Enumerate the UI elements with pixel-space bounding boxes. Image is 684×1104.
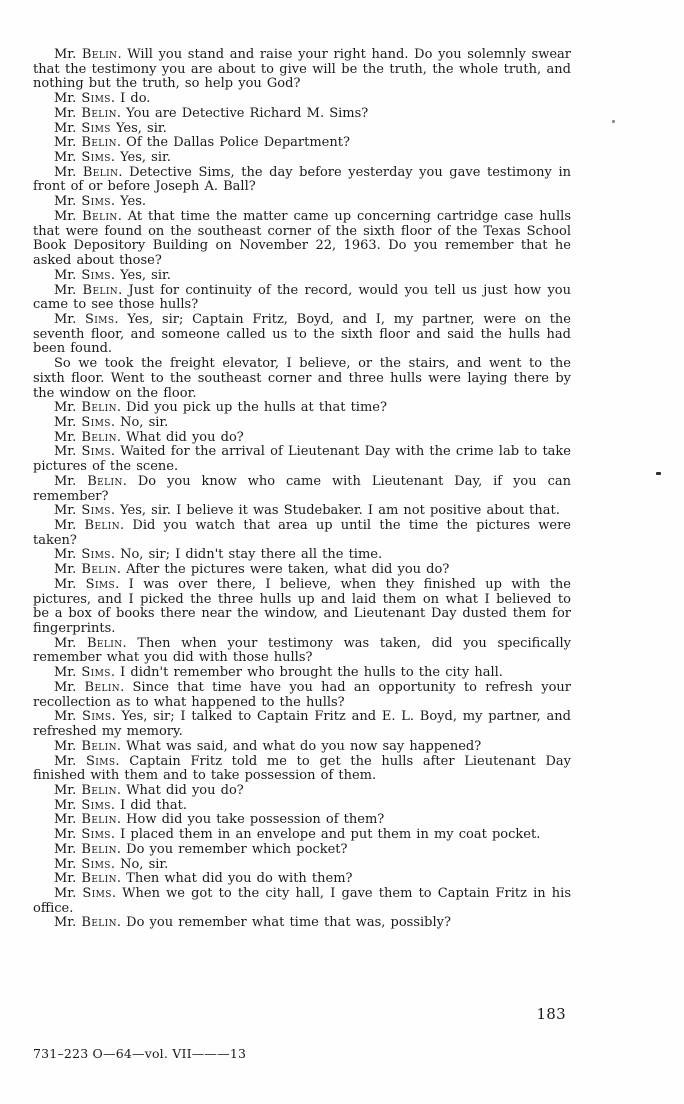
speaker-name: Mr. Sims. — [54, 150, 115, 166]
transcript-paragraph: Mr. Sims. I do. — [54, 91, 151, 107]
transcript-paragraph: Mr. Belin. Then when your testimony was taken, did you specifically remember what you did with those hulls? — [33, 635, 571, 666]
speaker-name: Mr. Sims. — [54, 665, 115, 681]
transcript-paragraph: Mr. Sims. Yes, sir; I talked to Captain Fritz and E. L. Boyd, my partner, and refreshed my memory. — [33, 709, 571, 740]
transcript-paragraph: Mr. Sims. Yes. — [54, 194, 147, 210]
transcript-paragraph: Mr. Sims. Yes, sir. — [54, 150, 171, 166]
transcript-paragraph: Mr. Sims. Captain Fritz told me to get the hulls after Lieutenant Day finished with them and to take possession of them. — [33, 753, 571, 784]
print-footer: 731–223 O—64—vol. VII———13 — [33, 1046, 247, 1061]
speaker-name: Mr. Belin. — [54, 679, 125, 695]
speaker-name: Mr. Sims. — [54, 414, 115, 430]
transcript-paragraph: Mr. Sims. Yes, sir. I believe it was Studebaker. I am not positive about that. — [54, 503, 560, 519]
speaker-name: Mr. Belin. — [54, 812, 122, 828]
speaker-name: Mr. Sims. — [54, 797, 115, 813]
transcript-paragraph: Mr. Belin. Do you remember which pocket? — [54, 841, 348, 857]
speaker-name: Mr. Sims. — [54, 885, 116, 901]
transcript-paragraph: Mr. Belin. Detective Sims, the day before yesterday you gave testimony in front of or before Joseph A. Ball? — [33, 164, 571, 195]
transcript-paragraph: Mr. Belin. Then what did you do with them? — [54, 871, 353, 887]
transcript-paragraph: Mr. Belin. Did you pick up the hulls at that time? — [54, 400, 387, 416]
speaker-name: Mr. Belin. — [54, 164, 123, 180]
speaker-name: Mr. Belin. — [54, 400, 122, 416]
speaker-name: Mr. Belin. — [54, 635, 127, 651]
transcript-paragraph: Mr. Belin. Do you know who came with Lieutenant Day, if you can remember? — [33, 473, 571, 504]
transcript-paragraph: Mr. Belin. At that time the matter came up concerning cartridge case hulls that were found on the southeast corner of the sixth floor of the Texas School Book Depository Building on November 22, 1963. Do you remember that he asked about those? — [33, 208, 571, 269]
speaker-name: Mr. Sims. — [54, 709, 116, 725]
transcript-paragraph: Mr. Sims Yes, sir. — [54, 120, 167, 136]
transcript-paragraph: Mr. Belin. What was said, and what do you now say happened? — [54, 738, 482, 754]
transcript-paragraph: So we took the freight elevator, I believe, or the stairs, and went to the sixth floor. Went to the southeast corner and three hulls were laying there by the window on the floor. — [33, 356, 571, 401]
speaker-name: Mr. Sims. — [54, 547, 115, 563]
speaker-name: Mr. Belin. — [54, 518, 125, 533]
speaker-name: Mr. Belin. — [54, 782, 122, 798]
transcript-paragraph: Mr. Belin. Since that time have you had an opportunity to refresh your recollection as to what happened to the hulls? — [33, 679, 571, 710]
scan-speck — [612, 120, 615, 123]
speaker-name: Mr. Sims. — [54, 267, 115, 283]
transcript-paragraph: Mr. Sims. I did that. — [54, 797, 188, 813]
transcript-paragraph: Mr. Belin. You are Detective Richard M. Sims? — [54, 105, 369, 121]
speaker-name: Mr. Sims — [54, 120, 111, 136]
speaker-name: Mr. Sims. — [54, 91, 115, 107]
speaker-name: Mr. Sims. — [54, 576, 120, 592]
speaker-name: Mr. Sims. — [54, 753, 120, 769]
transcript-paragraph: Mr. Belin. Did you watch that area up until the time the pictures were taken? — [33, 518, 571, 548]
speaker-name: Mr. Belin. — [54, 135, 122, 151]
transcript-paragraph: Mr. Sims. No, sir. — [54, 856, 169, 872]
transcript-paragraph: Mr. Belin. Just for continuity of the record, would you tell us just how you came to see those hulls? — [33, 282, 571, 313]
transcript-paragraph: Mr. Sims. When we got to the city hall, I gave them to Captain Fritz in his office. — [33, 885, 571, 916]
scan-speck — [656, 472, 661, 475]
speaker-name: Mr. Belin. — [54, 282, 123, 298]
speaker-name: Mr. Belin. — [54, 841, 122, 857]
transcript-paragraph: Mr. Sims. I placed them in an envelope and put them in my coat pocket. — [54, 827, 541, 843]
transcript-paragraph: Mr. Sims. Waited for the arrival of Lieutenant Day with the crime lab to take pictures of the scene. — [33, 444, 571, 475]
transcript-paragraph: Mr. Belin. Will you stand and raise your right hand. Do you solemnly swear that the testimony you are about to give will be the truth, the whole truth, and nothing but the truth, so help you God? — [33, 47, 571, 92]
speaker-name: Mr. Sims. — [54, 194, 115, 210]
transcript-paragraph: Mr. Belin. Do you remember what time that was, possibly? — [54, 915, 451, 931]
speaker-name: Mr. Sims. — [54, 856, 115, 872]
transcript-paragraph: Mr. Belin. What did you do? — [54, 782, 244, 798]
transcript-paragraph: Mr. Sims. No, sir; I didn't stay there all the time. — [54, 547, 383, 563]
speaker-name: Mr. Sims. — [54, 311, 119, 327]
transcript-paragraph: Mr. Belin. What did you do? — [54, 429, 244, 445]
speaker-name: Mr. Belin. — [54, 473, 127, 489]
speaker-name: Mr. Sims. — [54, 503, 115, 519]
speaker-name: Mr. Belin. — [54, 738, 122, 754]
transcript — [33, 48, 571, 931]
speaker-name: Mr. Belin. — [54, 47, 122, 62]
page-number: 183 — [536, 1005, 566, 1023]
transcript-paragraph: Mr. Belin. After the pictures were taken, what did you do? — [54, 562, 450, 578]
transcript-paragraph: Mr. Belin. Of the Dallas Police Department? — [54, 135, 350, 151]
transcript-paragraph: Mr. Belin. How did you take possession of them? — [54, 812, 385, 828]
transcript-paragraph: Mr. Sims. Yes, sir; Captain Fritz, Boyd, and I, my partner, were on the seventh floor, and someone called us to the sixth floor and said the hulls had been found. — [33, 311, 571, 357]
speaker-name: Mr. Sims. — [54, 827, 115, 843]
transcript-paragraph: Mr. Sims. No, sir. — [54, 414, 169, 430]
speaker-name: Mr. Belin. — [54, 871, 122, 887]
speaker-name: Mr. Belin. — [54, 429, 122, 445]
transcript-paragraph: Mr. Sims. Yes, sir. — [54, 267, 171, 283]
transcript-paragraph: Mr. Sims. I was over there, I believe, when they finished up with the pictures, and I picked the three hulls up and laid them on what I believed to be a box of books there near the window, and Lieutenant Day dusted them for fingerprints. — [33, 576, 571, 637]
speaker-name: Mr. Sims. — [54, 444, 116, 460]
speaker-name: Mr. Belin. — [54, 562, 122, 578]
speaker-name: Mr. Belin. — [54, 915, 122, 931]
transcript-paragraph: Mr. Sims. I didn't remember who brought the hulls to the city hall. — [54, 665, 503, 681]
speaker-name: Mr. Belin. — [54, 208, 122, 224]
speaker-name: Mr. Belin. — [54, 105, 122, 121]
